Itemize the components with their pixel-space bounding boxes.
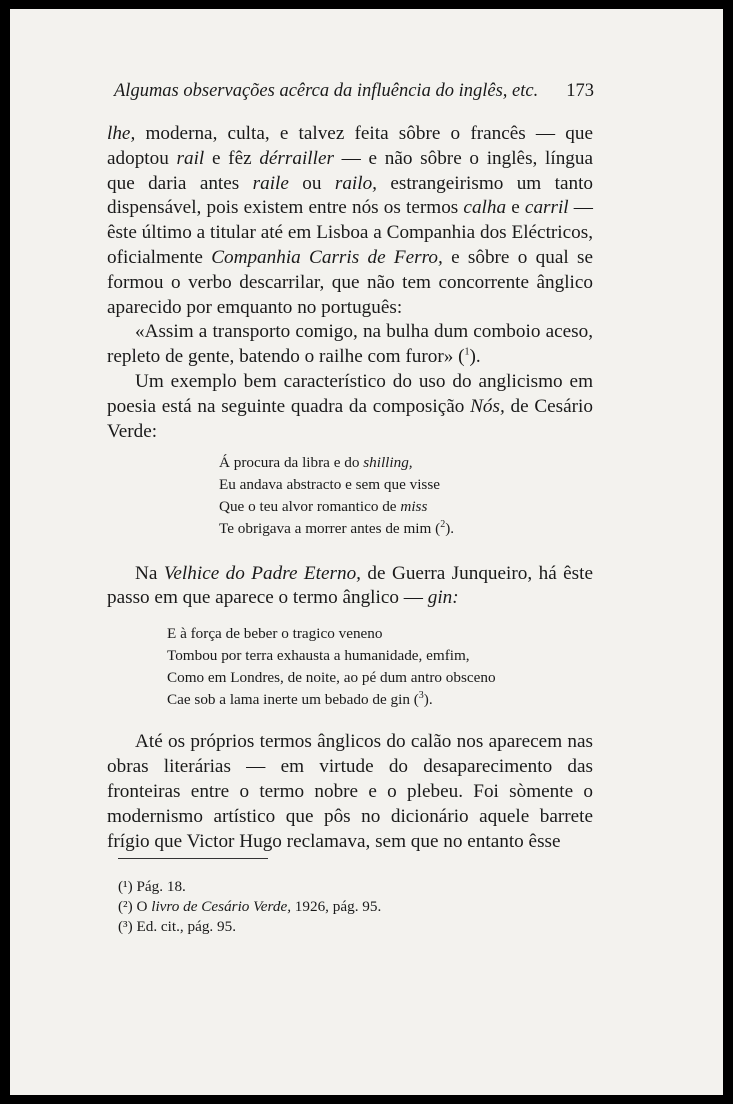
text-span: Te obrigava a morrer antes de mim ( [219, 519, 441, 537]
verse-line [219, 496, 593, 518]
paragraph-3 [107, 370, 593, 444]
running-header [114, 81, 594, 111]
verse-line [167, 689, 593, 711]
paragraph-4 [107, 562, 593, 612]
text-span: ). [423, 690, 433, 708]
text-span: Que o teu alvor romantico de [219, 497, 401, 515]
paragraph-1 [107, 122, 593, 320]
text-span: ). [445, 519, 455, 537]
paragraph-5: Até os próprios termos ânglicos do calão nos aparecem nas obras literárias — em virtude do desaparecimento das fronteiras entre o termo nobre e o plebeu. Foi sòmente o modernismo artístico que pôs no dicionário aquele barrete frígio que Victor Hugo reclamava, sem que no entanto êsse [107, 731, 593, 852]
verse-line: Como em Londres, de noite, ao pé dum antro obsceno [167, 668, 496, 686]
text-span: — êste último a titular até em Lisboa a Companhia dos Eléctricos, oficialmente [107, 197, 593, 268]
footnote-ref[interactable]: 3 [418, 689, 424, 701]
verse-guerra-junqueiro [107, 623, 593, 710]
text-span: shilling, [363, 454, 413, 472]
verse-line: Tombou por terra exhausta a humanidade, emfim, [167, 646, 470, 664]
text-span: ou [288, 172, 335, 194]
text-span: Velhice do Padre Eterno, [163, 562, 361, 584]
header-title: Algumas observações acêrca da influência do inglês, etc. [114, 81, 539, 101]
footnote-3 [118, 917, 381, 937]
text-span: lhe, [107, 123, 136, 144]
text-span: Á procura da libra e do [219, 454, 364, 472]
quote-text: «Assim a transporto comigo, na bulha dum comboio aceso, repleto de gente, batendo o railhe com furor» ( [107, 321, 593, 368]
text-span: e sôbre o qual se formou o verbo descarrilar, que não tem concorrente ânglico aparecido por emquanto no português: [107, 246, 593, 318]
footnotes [118, 877, 381, 937]
footnote-title: livro de Cesário Verde, [151, 898, 291, 915]
text-span: calha [463, 197, 507, 219]
footnote-ref[interactable]: 1 [464, 346, 470, 358]
footnote-text: O [132, 898, 152, 915]
text-span: e fêz [204, 147, 260, 169]
verse-line: Eu andava abstracto e sem que visse [219, 476, 440, 494]
text-span: railo, [334, 172, 377, 194]
footnote-text: Pág. 18. [132, 878, 186, 895]
verse-line: E à força de beber o tragico veneno [167, 625, 383, 643]
verse-cesario-verde [107, 452, 593, 539]
text-span: Companhia Carris de Ferro, [211, 246, 443, 268]
text-span: Na [135, 562, 164, 584]
text-span: Um exemplo bem característico do uso do anglicismo em poesia está na seguinte quadra da composição [107, 370, 593, 417]
text-span: ). [469, 346, 481, 368]
text-span: e [506, 197, 525, 219]
verse-line [219, 518, 593, 540]
paragraph-2-quote [107, 320, 593, 370]
text-span: de Guerra Junqueiro, há êste passo em que aparece o termo ânglico — [107, 562, 593, 609]
footnote-divider [118, 858, 268, 859]
footnote-ref[interactable]: 2 [440, 518, 446, 530]
text-span: — e não sôbre o inglês, língua que daria antes [107, 147, 593, 194]
footnote-2 [118, 897, 381, 917]
text-span: miss [400, 497, 428, 515]
text-span: de Cesário Verde: [107, 395, 593, 442]
footnote-mark: (¹) [118, 878, 133, 895]
footnote-1 [118, 877, 381, 897]
text-span: Nós, [470, 395, 505, 417]
main-text [107, 122, 593, 854]
page-number: 173 [566, 81, 594, 101]
footnote-text: 1926, pág. 95. [291, 898, 382, 915]
text-span: raile [252, 172, 289, 194]
text-span: carril [524, 197, 569, 219]
verse-line [219, 452, 593, 474]
text-span: gin: [427, 587, 459, 609]
text-span: dérrailler [259, 147, 334, 169]
footnote-text: Ed. cit., pág. 95. [132, 918, 237, 935]
footnote-mark: (²) [118, 898, 133, 915]
text-span: rail [176, 147, 205, 169]
text-span: Cae sob a lama inerte um bebado de gin ( [167, 690, 419, 708]
book-page [10, 9, 723, 1095]
footnote-mark: (³) [118, 918, 133, 935]
text-span: estrangeirismo um tanto dispensável, pois existem entre nós os termos [107, 172, 593, 219]
text-span: moderna, culta, e talvez feita sôbre o francês — que adoptou [107, 123, 593, 169]
